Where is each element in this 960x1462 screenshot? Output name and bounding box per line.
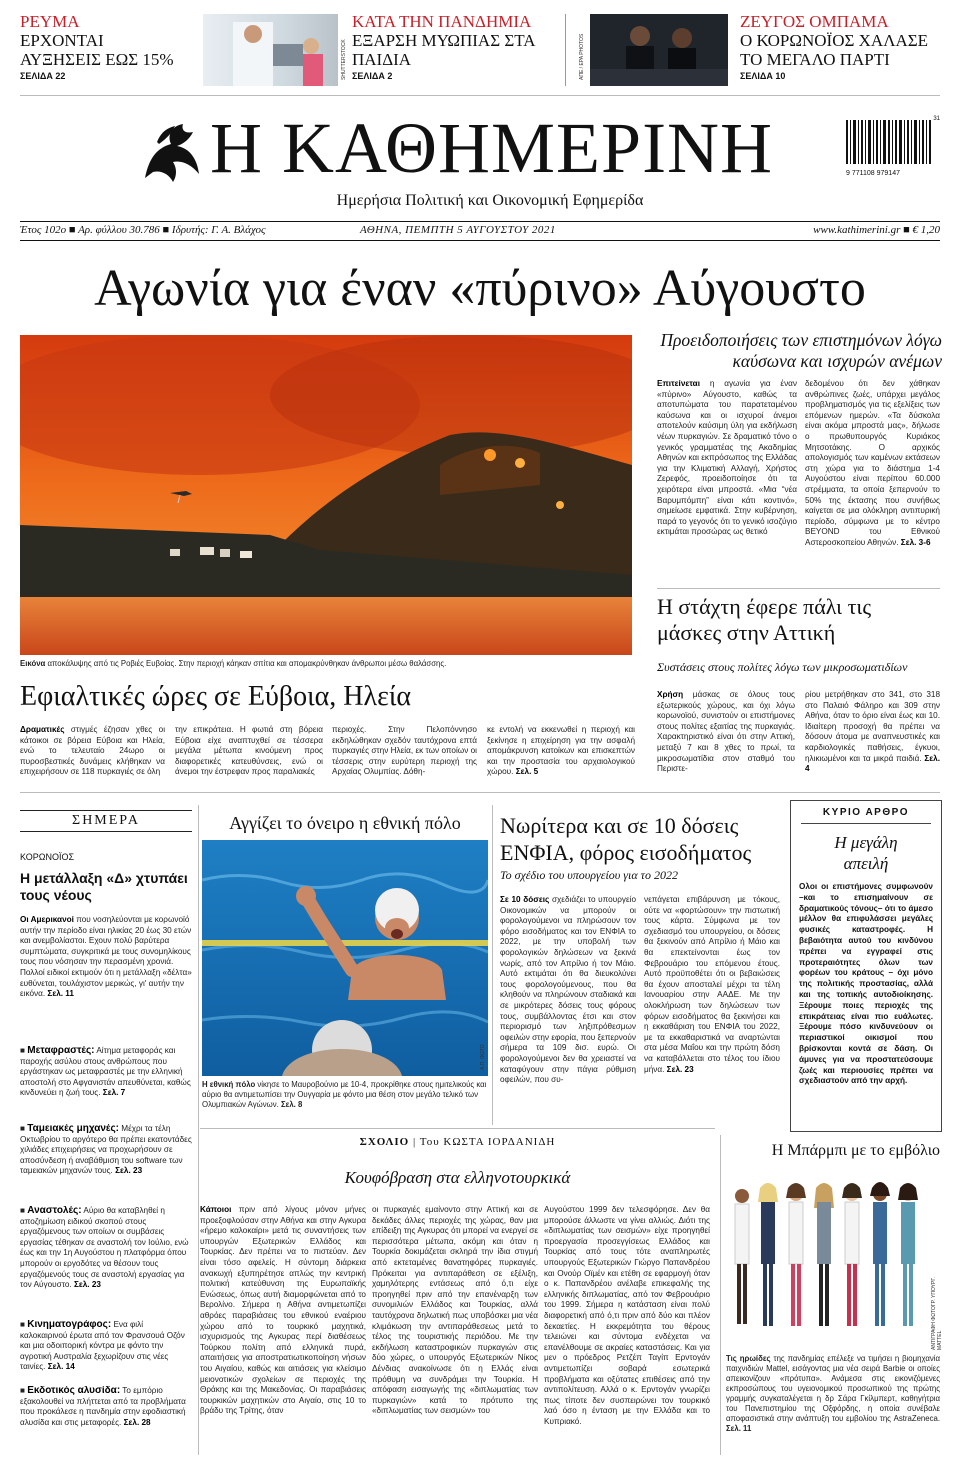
body-text: σχεδιάζει το υπουργείο Οικονομικών να μπορούν οι φορολογούμενοι να πληρώσουν τον φόρο εισοδήματος και τον ΕΝΦΙΑ το 2022, με την υποβολή των φορολογικών δηλώσεων να ξεκινά νωρίς, από τον Απρίλιο ή τον Μάιο. Αυτό εκτιμάται ότι θα διευκολύνει τους φορολογούμενους, που θα κληθούν να πληρώνουν σταδιακά και σε μικρότερες δόσεις τους φόρους τους, συμβάλλοντας έτσι και στον περιορισμό των ληξιπρόθεσμων οφειλών στην εφορία, που ξεπερνούν σήμερα τα 109 δισ. ευρώ. Οι φορολογούμενοι δεν θα χρειαστεί να καταφύγουν στην πάγια ρύθμιση οφειλών, που συ- (500, 895, 636, 1085)
teaser-photo-obama (590, 14, 728, 86)
item-lead: Κινηματογράφος: (27, 1320, 112, 1330)
body-text: στιγμές έζησαν χθες οι κάτοικοι σε βόρεια Εύβοια και Ηλεία, ενώ το τελευταίο 24ωρο οι πυροσβεστικές δυνάμεις κλήθηκαν να επιχειρήσουν σε 118 πυρκαγιές σε όλη (20, 725, 165, 777)
teaser-kicker: ΖΕΥΓΟΣ ΟΜΠΑΜΑ (740, 12, 889, 31)
page-ref[interactable]: Σελ. 5 (515, 767, 539, 777)
column-title[interactable]: Κουφόβραση στα ελληνοτουρκικά (344, 1168, 571, 1187)
item-lead: Μεταφραστές: (27, 1046, 95, 1056)
issue-date: ΑΘΗΝΑ, ΠΕΜΠΤΗ 5 ΑΥΓΟΥΣΤΟΥ 2021 (360, 224, 556, 236)
polo-caption (202, 1080, 488, 1110)
caption-lead: Τις ηρωίδες (726, 1354, 771, 1363)
caption-lead: Εικόνα (20, 659, 46, 668)
ash-headline[interactable]: Η στάχτη έφερε πάλι τις μάσκες στην Αττική (657, 594, 872, 645)
body-text: περιοχές. Στην Πελοπόννησο εκδηλώθηκαν σχεδόν ταυτόχρονα επτά πυρκαγιές στην Ηλεία, εκ των οποίων οι τέσσερις στην ευρύτερη περιοχή της Αρχαίας Ολυμπίας. Δόθη- (332, 725, 477, 777)
body-text: πριν από λίγους μόνον μήνες προεξοφλούσαν στην Αθήνα και στην Αγκυρα «ήρεμο καλοκαίρι» μετά τις συναντήσεις των υπουργών Εξωτερικών Ελλάδος και Τουρκίας. Δεν πρέπει να το πιστεύαν. Δεν είναι τόσο αφελείς. Η σύντομη διάρκεια ανακωχή εξυπηρέτησε απλώς την κεντρική πολιτική κατεύθυνση της Ευρωπαϊκής Ενώσεως, όπως αυτή διαμορφώνεται από το Βερολίνο. Σήμερα η Αθήνα αντιμετωπίζει αθρόες παραβιάσεις του εθνικού εναέριου χώρου από το τουρκικό μαχητικά, ισχυρισμούς της Αγκυρας περί διαθέσεως Τούρκου πολίτη από ελληνικά πυρά, απαιτήσεις για αποστρατιωτικοποίηση νήσων του Αιγαίου, καθώς και αιτιάσεις για κλείσιμο μειονοτικών σχολείων σε περιοχές της Θράκης και της Μακεδονίας. Οι παραβιάσεις τουρκικών μαχητικών στο Αιγαίο, στις 10 το βράδυ της Τρίτης, όταν (200, 1205, 366, 1416)
photo-credit: Α.Π. ΦΩΤΟ (480, 1044, 486, 1070)
column-author: Του ΚΩΣΤΑ ΙΟΡΔΑΝΙΔΗ (419, 1136, 556, 1148)
photo-credit: ΑΠΕ / EPA PHOTOS (579, 33, 585, 80)
body-text: που νοσηλεύονται με κορωνοϊό αυτήν την περίοδο είναι ηλικίας 20 έως 30 ετών και ανεμβολίαστοι. Εχουν πολύ βαρύτερα συμπτώματα, συγκριτικά με τους συνομηλίκους τους που νόσησαν την περασμένη χρονιά. Πολλοί ειδικοί εκτιμούν ότι η μετάλλαξη «δέλτα» ευθύνεται, τουλάχιστον μερικώς, γι' αυτήν την εικόνα. (20, 915, 192, 999)
divider (657, 588, 940, 589)
barbie-headline[interactable]: Η Μπάρμπι με το εμβόλιο (771, 1142, 940, 1159)
body-lead: Δραματικές (20, 725, 65, 734)
body-text: οι πυρκαγιές εμαίνοντο στην Αττική και σε δεκάδες άλλες περιοχές της χώρας, θαν μια επίδειξη της Αγκυρας ότι μπορεί να ενεργεί σε περισσότερα μέτωπα, ακόμη και όταν η Τουρκία δοκιμάζεται σκληρά την ίδια στιγμή από εκτεταμένες θανατηφόρες πυρκαγιές. Πρόκειται για αντιπαράθεση σε εξέλιξη, χαμηλότερης εντάσεως από ό,τι είχε προηγηθεί πριν από την επανέναρξη των συνομιλιών Ελλάδος και Τουρκίας, αλλά ταυτόχρονα δηλωτική πως υποβόσκει μια νέα κλιμάκωση την αντιπαράθεσεως μετά το τέλος της τουριστικής περιόδου. Με την εκδήλωση καταστροφικών πυρκαγιών στις δύο χώρες, ο υπουργός Εξωτερικών Νίκος Δένδιας ανακοίνωσε ότι η Ελλάς είναι πρόθυμη να συνδράμει την Τουρκία. Η απόφαση εισαγωγής της «διπλωματίας των πυρκαγιών» κατά το πρότυπο της «διπλωματίας των σεισμών» του (372, 1205, 538, 1416)
photo-credit: SHUTTERSTOCK (341, 39, 347, 80)
divider (20, 95, 940, 96)
barcode (846, 118, 940, 178)
page-ref[interactable]: Σελ. 11 (47, 989, 74, 999)
teaser-page: ΣΕΛΙΔΑ 10 (740, 71, 786, 81)
evia-body-col4 (487, 725, 635, 785)
divider (492, 805, 493, 1125)
water-polo-illustration (202, 840, 488, 1076)
caption-lead: Η εθνική πόλο (202, 1080, 256, 1089)
barcode-graphic (846, 118, 940, 164)
divider (200, 1128, 715, 1129)
item-text: Μέχρι τα τέλη Οκτωβρίου το αργότερο θα πρέπει εκατοντάδες χιλιάδες επιχειρήσεις να προχωρήσουν σε αποσύνδεση ή αναβάθμιση του software των ταμειακών μηχανών τους. (20, 1124, 192, 1176)
caption-text: της πανδημίας επέλεξε να τιμήσει η βιομηχανία παιχνιδιών Mattel, εισάγοντας μια νέα σειρά Barbie οι οποίες απεικονίζουν «πρότυπα». Ανάμεσα στις εικονιζόμενες εκπροσώπους του υγειονομικού προσωπικού της πρώτης γραμμής συγκαταλέγεται η δρ Σάρα Γκίλμπερτ, καθηγήτρια του Πανεπιστημίου της Οξφόρδης, η οποία συνέβαλε αποφασιστικά στην ανάπτυξη του εμβολίου της AstraZeneca. (726, 1354, 941, 1423)
ash-body-col1 (657, 690, 795, 782)
wildfire-illustration (20, 335, 632, 655)
item-text: Το εμπόριο εξακολουθεί να πλήττεται από τα προβλήματα που προκάλεσε η πανδημία στην εφοδιαστική αλυσίδα και στις μεταφορές. (20, 1386, 186, 1427)
today-label: ΣΗΜΕΡΑ (20, 810, 192, 832)
editorial-label: ΚΥΡΙΟ ΑΡΘΡΟ (822, 807, 910, 818)
couple-photo-illustration (590, 14, 728, 86)
body-text: η αγωνία για έναν «πύρινο» Αύγουστο, καθώς τα αποτυπώματα του παρατεταμένου καύσωνα και οι ισχυροί άνεμοι αποτελούν καύσιμη ύλη για εκδήλωση νέων πυρκαγιών. Σε δραματικό τόνο ο γενικός γραμματέας της Ακαδημίας Αθηνών και εκπρόσωπος της Ελλάδας για την Κλιματική Αλλαγή, Χρήστος Ζερεφός, προειδοποίησε ότι τα χειρότερα είναι μπροστά. «Μια “νέα Βαρυμπόμπη” είναι κάτι κοντινό», σημείωσε εμφατικά. Στην κυβέρνηση, παρά το γεγονός ότι το γενικό ισοζύγιο εκτιμάται προσώρας ως θετικό (657, 379, 797, 537)
today-body (20, 915, 192, 1033)
lead-body-col1 (657, 379, 797, 579)
item-text: Αίτημα μεταφοράς και παροχής ασύλου στους ανθρώπους που εργάστηκαν ως μεταφραστές με την ελληνική αποστολή στο Αφγανιστάν απευθύνεται, καθώς κινδυνεύει η ζωή τους. (20, 1046, 191, 1098)
divider (198, 805, 199, 1455)
barcode-issue: 31 (933, 116, 940, 122)
body-text: Αυγούστου 1999 δεν τελεσφόρησε. Δεν θα μπορούσε άλλωστε να γίνει αλλιώς. Διότι της «διπλωματίας των σεισμών» είχε προηγηθεί προεργασία προσεγγίσεως Ελλάδος και Τουρκίας από τους τότε αναπληρωτές υπουργούς Εξωτερικών Γιώργο Παπανδρέου και Ονούρ Οϊμέν και ετέθη σε εφαρμογή όταν ο κ. Παπανδρέου ανέλαβε επικεφαλής της ελληνικής διπλωματίας, από τον Φεβρουάριο του 1999. Σήμερα η κατάσταση είναι πολύ διαφορετική από ό,τι πριν από δύο και πλέον δεκαετίες. Η εκκρεμότητα του θέρους τελειώνει και σύντομα ενδέχεται να επανέλθουμε σε ακραίες καταστάσεις. Και για μεν ο πρόεδρος Ρετζέπ Ταγίπ Ερντογάν αντιμετωπίζει σοβαρά εσωτερικά προβλήματα και οξύτατες επιθέσεις από την αντιπολίτευση. Αλλά ο κ. Ερντογάν γνωρίζει πως τίποτε δεν συσπειρώνει τον τουρκικό λαό όσο η ένταση με την Ελλάδα και το Κυπριακό. (544, 1205, 710, 1426)
body-lead: Οι Αμερικανοί (20, 915, 74, 924)
page-ref[interactable]: Σελ. 23 (666, 1064, 694, 1074)
teaser-title: ΕΡΧΟΝΤΑΙ ΑΥΞΗΣΕΙΣ ΕΩΣ 15% (20, 31, 174, 69)
polo-headline[interactable]: Αγγίζει το όνειρο η εθνική πόλο (229, 813, 461, 833)
page-ref[interactable]: Σελ. 11 (726, 1424, 752, 1433)
today-item[interactable]: ■ Κινηματογράφος: Ενα φιλί καλοκαιρινού έρωτα από τον Φρανσουά Οζόν και μια οδοιπορική κόντρα με φόντο την αγροτική Αυστραλία ξεχωρίζουν στις νέες ταινίες. Σελ. 14 (20, 1320, 185, 1372)
barbie-caption (726, 1354, 940, 1434)
barbie-dolls-illustration (726, 1172, 936, 1350)
item-lead: Εκδοτικός αλυσίδα: (27, 1386, 121, 1396)
editorial-box (790, 800, 942, 1132)
divider (720, 1135, 721, 1455)
evia-body-col3 (332, 725, 477, 785)
enfia-headline[interactable]: Νωρίτερα και σε 10 δόσεις ΕΝΦΙΑ, φόρος εισοδήματος (500, 813, 752, 865)
body-text: δεδομένου ότι δεν χάθηκαν ανθρώπινες ζωές, υπάρχει μεγάλος προβληματισμός για τις εξελίξεις των επόμενων ημερών. «Τα δύσκολα είναι ακόμα μπροστά μας», δήλωσε ο πρωθυπουργός Κυριάκος Μητσοτάκης. Ο αρχικός απολογισμός των καμένων εκτάσεων στη χώρα για το διάστημα 1-4 Αυγούστου είναι περίπου 60.000 στρέμματα, τα οποία ξεπερνούν το 50% της έκτασης που συνήθως καίγεται σε μια ολόκληρη αντιπυρική περίοδο, σύμφωνα με το κέντρο BEYOND του Εθνικού Αστεροσκοπείου Αθηνών. (805, 379, 940, 547)
ash-body-col2 (805, 690, 940, 782)
body-lead: Σε 10 δόσεις (500, 895, 550, 904)
column-label: ΣΧΟΛΙΟ (359, 1136, 410, 1148)
lead-body-col2 (805, 379, 940, 579)
today-title[interactable]: Η μετάλλαξη «Δ» χτυπάει τους νέους (20, 870, 188, 903)
item-lead: Ταμειακές μηχανές: (27, 1124, 119, 1134)
body-lead: Κάποιοι (200, 1205, 232, 1214)
column-body-col3 (544, 1205, 710, 1455)
today-item[interactable]: ■ Ταμειακές μηχανές: Μέχρι τα τέλη Οκτωβρίου το αργότερο θα πρέπει εκατοντάδες χιλιάδες επιχειρήσεις να προχωρήσουν σε αποσύνδεση ή αναβάθμιση του software των ταμειακών μηχανών τους. Σελ. 23 (20, 1124, 192, 1176)
divider (565, 14, 566, 86)
editorial-body: Ολοι οι επιστήμονες συμφωνούν –και το επισημαίνουν σε δραματικούς τόνους– ότι το άμεσο μέλλον θα επιφυλάσσει μεγάλες φυσικές καταστροφές. Η βεβαιότητα αυτού του κινδύνου πρέπει να εγγραφεί στις προτεραιότητες όλων των φορέων του κράτους – όχι μόνο της πολιτικής προστασίας, αλλά και της τοπικής αυτοδιοίκησης. Ξέρουμε ποιες περιοχές της επικράτειας είναι πιο ευάλωτες. Ξέρουμε πόσο κινδυνεύουν οι περιαστικοί οικισμοί που βρίσκονται κοντά σε δάση. Οι άμυνες για να προστατεύσουμε ζωές και περιουσίες πρέπει να σχεδιαστούν από την αρχή. (799, 882, 933, 1086)
enfia-deck: Το σχέδιο του υπουργείου για το 2022 (500, 868, 678, 882)
issue-info: Έτος 102ο ■ Αρ. φύλλου 30.786 ■ Ιδρυτής: Γ. Α. Βλάχος (20, 224, 266, 236)
teaser-obama[interactable] (740, 12, 940, 81)
page-ref: Σελ. 28 (123, 1417, 151, 1427)
caption-text: νίκησε το Μαυροβούνιο με 10-4, προκρίθηκε στους ημιτελικούς και αύριο θα αντιμετωπίσει την Ουγγαρία με φόντο μια θέση στον μεγάλο τελικό των Ολυμπιακών Αγώνων. (202, 1080, 487, 1109)
lead-photo-wildfire (20, 335, 632, 655)
today-item[interactable]: ■ Εκδοτικός αλυσίδα: Το εμπόριο εξακολουθεί να πλήττεται από τα προβλήματα που προκάλεσε η πανδημία στην εφοδιαστική αλυσίδα και στις μεταφορές. Σελ. 28 (20, 1386, 186, 1427)
teaser-page: ΣΕΛΙΔΑ 2 (352, 71, 393, 81)
body-text: ρίου μετρήθηκαν στο 341, στο 318 στο Παλαιό Φάληρο και 309 στην Αθήνα, όταν το όριο είναι έως και 10. Ιδιαίτερη προσοχή θα πρέπει να δόσουν άτομα με αναπνευστικές και καρδιολογικές παθήσεις, έγκυοι, ηλικιωμένοι και τα μικρά παιδιά. (805, 690, 940, 763)
polo-photo (202, 840, 488, 1076)
teaser-title: ΕΞΑΡΣΗ ΜΥΩΠΙΑΣ ΣΤΑ ΠΑΙΔΙΑ (352, 31, 535, 69)
teaser-photo-myopia (203, 14, 338, 86)
lead-deck: Προειδοποιήσεις των επιστημόνων λόγω καύσωνα και ισχυρών ανέμων (660, 330, 942, 371)
lead-photo-caption (20, 659, 632, 669)
today-kicker: ΚΟΡΩΝΟΪΟΣ (20, 852, 75, 862)
body-text: την επικράτεια. Η φωτιά στη βόρεια Εύβοια είχε αναπτυχθεί σε τέσσερα μεγάλα μέτωπα κινούμενη προς διαφορετικές κατευθύνσεις, ενώ οι άνεμοι την έστρεφαν προς παραλιακές (175, 725, 323, 777)
masthead-title: Η ΚΑΘΗΜΕΡΙΝΗ (210, 108, 774, 188)
today-item[interactable]: ■ Αναστολές: Αύριο θα καταβληθεί η αποζημίωση ειδικού σκοπού στους εργαζόμενους των οποίων οι συμβάσεις εργασίας τέθηκαν σε αναστολή τον Ιούλιο, ενώ έως και την 1η Αυγούστου η πλατφόρμα όπου μπορούν οι εργοδότες να θέσουν τους εργαζόμενούς τους σε αναστολή εργασίας για τον Αύγουστο. Σελ. 23 (20, 1206, 189, 1290)
page-ref[interactable]: Σελ. 8 (280, 1100, 303, 1109)
page-ref: Σελ. 23 (115, 1166, 143, 1176)
divider (20, 240, 940, 241)
teaser-page: ΣΕΛΙΔΑ 22 (20, 71, 66, 81)
teaser-electricity[interactable] (20, 12, 180, 81)
evia-headline[interactable]: Εφιαλτικές ώρες σε Εύβοια, Ηλεία (20, 681, 412, 712)
body-text: μάσκας σε όλους τους εξωτερικούς χώρους, και όχι λόγω κορωνοϊού, συνιστούν οι επιστήμονες στους πολίτες εξαιτίας της πυρκαγιάς. Χαρακτηριστικό είναι ότι στην Αττική, μεταξύ 7 και 8 χθες το πρωί, τα μικροσωματίδια στον σταθμό του Περιστε- (657, 690, 795, 774)
page-ref: Σελ. 23 (73, 1280, 101, 1290)
griffin-logo-icon (137, 118, 207, 186)
body-text: κε εντολή να εκκενωθεί η περιοχή και ξεκίνησε η επιχείρηση για την ασφαλή απομάκρυνση κατοίκων και επισκεπτών και την προστασία του αρχαιολογικού χώρου. (487, 725, 635, 777)
column-body-col1 (200, 1205, 366, 1455)
evia-body-col1 (20, 725, 165, 785)
enfia-body-col2 (644, 895, 780, 1117)
today-item[interactable]: ■ Μεταφραστές: Αίτημα μεταφοράς και παροχής ασύλου στους ανθρώπους που εργάστηκαν ως μεταφραστές με την ελληνική αποστολή στο Αφγανιστάν απευθύνεται, καθώς κινδυνεύει η ζωή τους. Σελ. 7 (20, 1046, 191, 1098)
page-ref: Σελ. 14 (47, 1362, 75, 1372)
evia-body-col2 (175, 725, 323, 785)
caption-text: αποκάλυψης από τις Ροβιές Ευβοίας. Στην περιοχή κάηκαν σπίτια και απομακρύνθηκαν άνθρωποι μέσω θαλάσσης. (47, 659, 447, 668)
item-text: Αύριο θα καταβληθεί η αποζημίωση ειδικού σκοπού στους εργαζόμενους των οποίων οι συμβάσεις εργασίας τέθηκαν σε αναστολή τον Ιούλιο, ενώ έως και την 1η Αυγούστου η πλατφόρμα όπου μπορούν οι εργοδότες να θέσουν τους εργαζόμενούς τους σε αναστολή εργασίας για τον Αύγουστο. (20, 1206, 189, 1290)
column-body-col2 (372, 1205, 538, 1455)
teaser-kicker: ΡΕΥΜΑ (20, 12, 80, 31)
column-byline: ΣΧΟΛΙΟ | Του ΚΩΣΤΑ ΙΟΡΔΑΝΙΔΗ (359, 1136, 556, 1148)
ash-deck: Συστάσεις στους πολίτες λόγω των μικροσωματιδίων (657, 660, 908, 674)
barcode-number: 9 771108 979147 (846, 170, 900, 177)
eye-exam-illustration (203, 14, 338, 86)
masthead-tagline: Ημερήσια Πολιτική και Οικονομική Εφημερίδα (336, 192, 644, 209)
lead-headline[interactable]: Αγωνία για έναν «πύρινο» Αύγουστο (94, 260, 866, 317)
website-price: www.kathimerini.gr ■ € 1,20 (813, 224, 940, 236)
page-ref: Σελ. 7 (102, 1088, 126, 1098)
body-lead: Επιτείνεται (657, 379, 700, 388)
page-ref[interactable]: Σελ. 3-6 (900, 537, 931, 547)
item-lead: Αναστολές: (27, 1206, 82, 1216)
teaser-kicker: ΚΑΤΑ ΤΗΝ ΠΑΝΔΗΜΙΑ (352, 12, 532, 31)
teaser-myopia[interactable] (352, 12, 552, 81)
body-text: νεπάγεται επιβάρυνση με τόκους, ούτε να «φορτώσουν» την πιστωτική τους κάρτα. Σύμφωνα με τον σχεδιασμό του υπουργείου, οι δόσεις θα ξεκινούν από Απρίλιο ή Μάιο και θα επεκτείνονται έως τον Φεβρουάριο του επόμενου έτους. Αυτό προϋποθέτει ότι οι βεβαιώσεις θα έχουν αποσταλεί μέχρι τα τέλη Ιανουαρίου στην ΑΑΔΕ. Με την ολοκλήρωση των δηλώσεων των φόρων εισοδήματος θα ξεκινήσει και η εκκαθάριση του ΕΝΦΙΑ του 2022, με τα εκκαθαριστικά να αναρτώνται στα μέσα Μαΐου και την πρώτη δόση να καταβάλλεται στο τέλος του ίδιου μήνα. (644, 895, 780, 1074)
page-ref[interactable]: Σελ. 4 (805, 753, 940, 774)
divider (20, 221, 940, 222)
enfia-body-col1 (500, 895, 636, 1117)
barbie-photo (726, 1172, 936, 1350)
editorial-title[interactable]: Η μεγάλη απειλή (834, 833, 898, 873)
item-text: Ενα φιλί καλοκαιρινού έρωτα από τον Φρανσουά Οζόν και μια οδοιπορική κόντρα με φόντο την αγροτική Αυστραλία ξεχωρίζουν στις νέες ταινίες. (20, 1320, 185, 1372)
photo-credit: ΑΝΤΙΓΡΑΦΗ ΦΩΤΟΓΡ. ΥΠΟΥΡΓ. MATTEL (931, 1277, 943, 1350)
teaser-title: Ο ΚΟΡΩΝΟΪΟΣ ΧΑΛΑΣΕ ΤΟ ΜΕΓΑΛΟ ΠΑΡΤΙ (740, 31, 929, 69)
body-lead: Χρήση (657, 690, 684, 699)
divider (20, 792, 940, 793)
